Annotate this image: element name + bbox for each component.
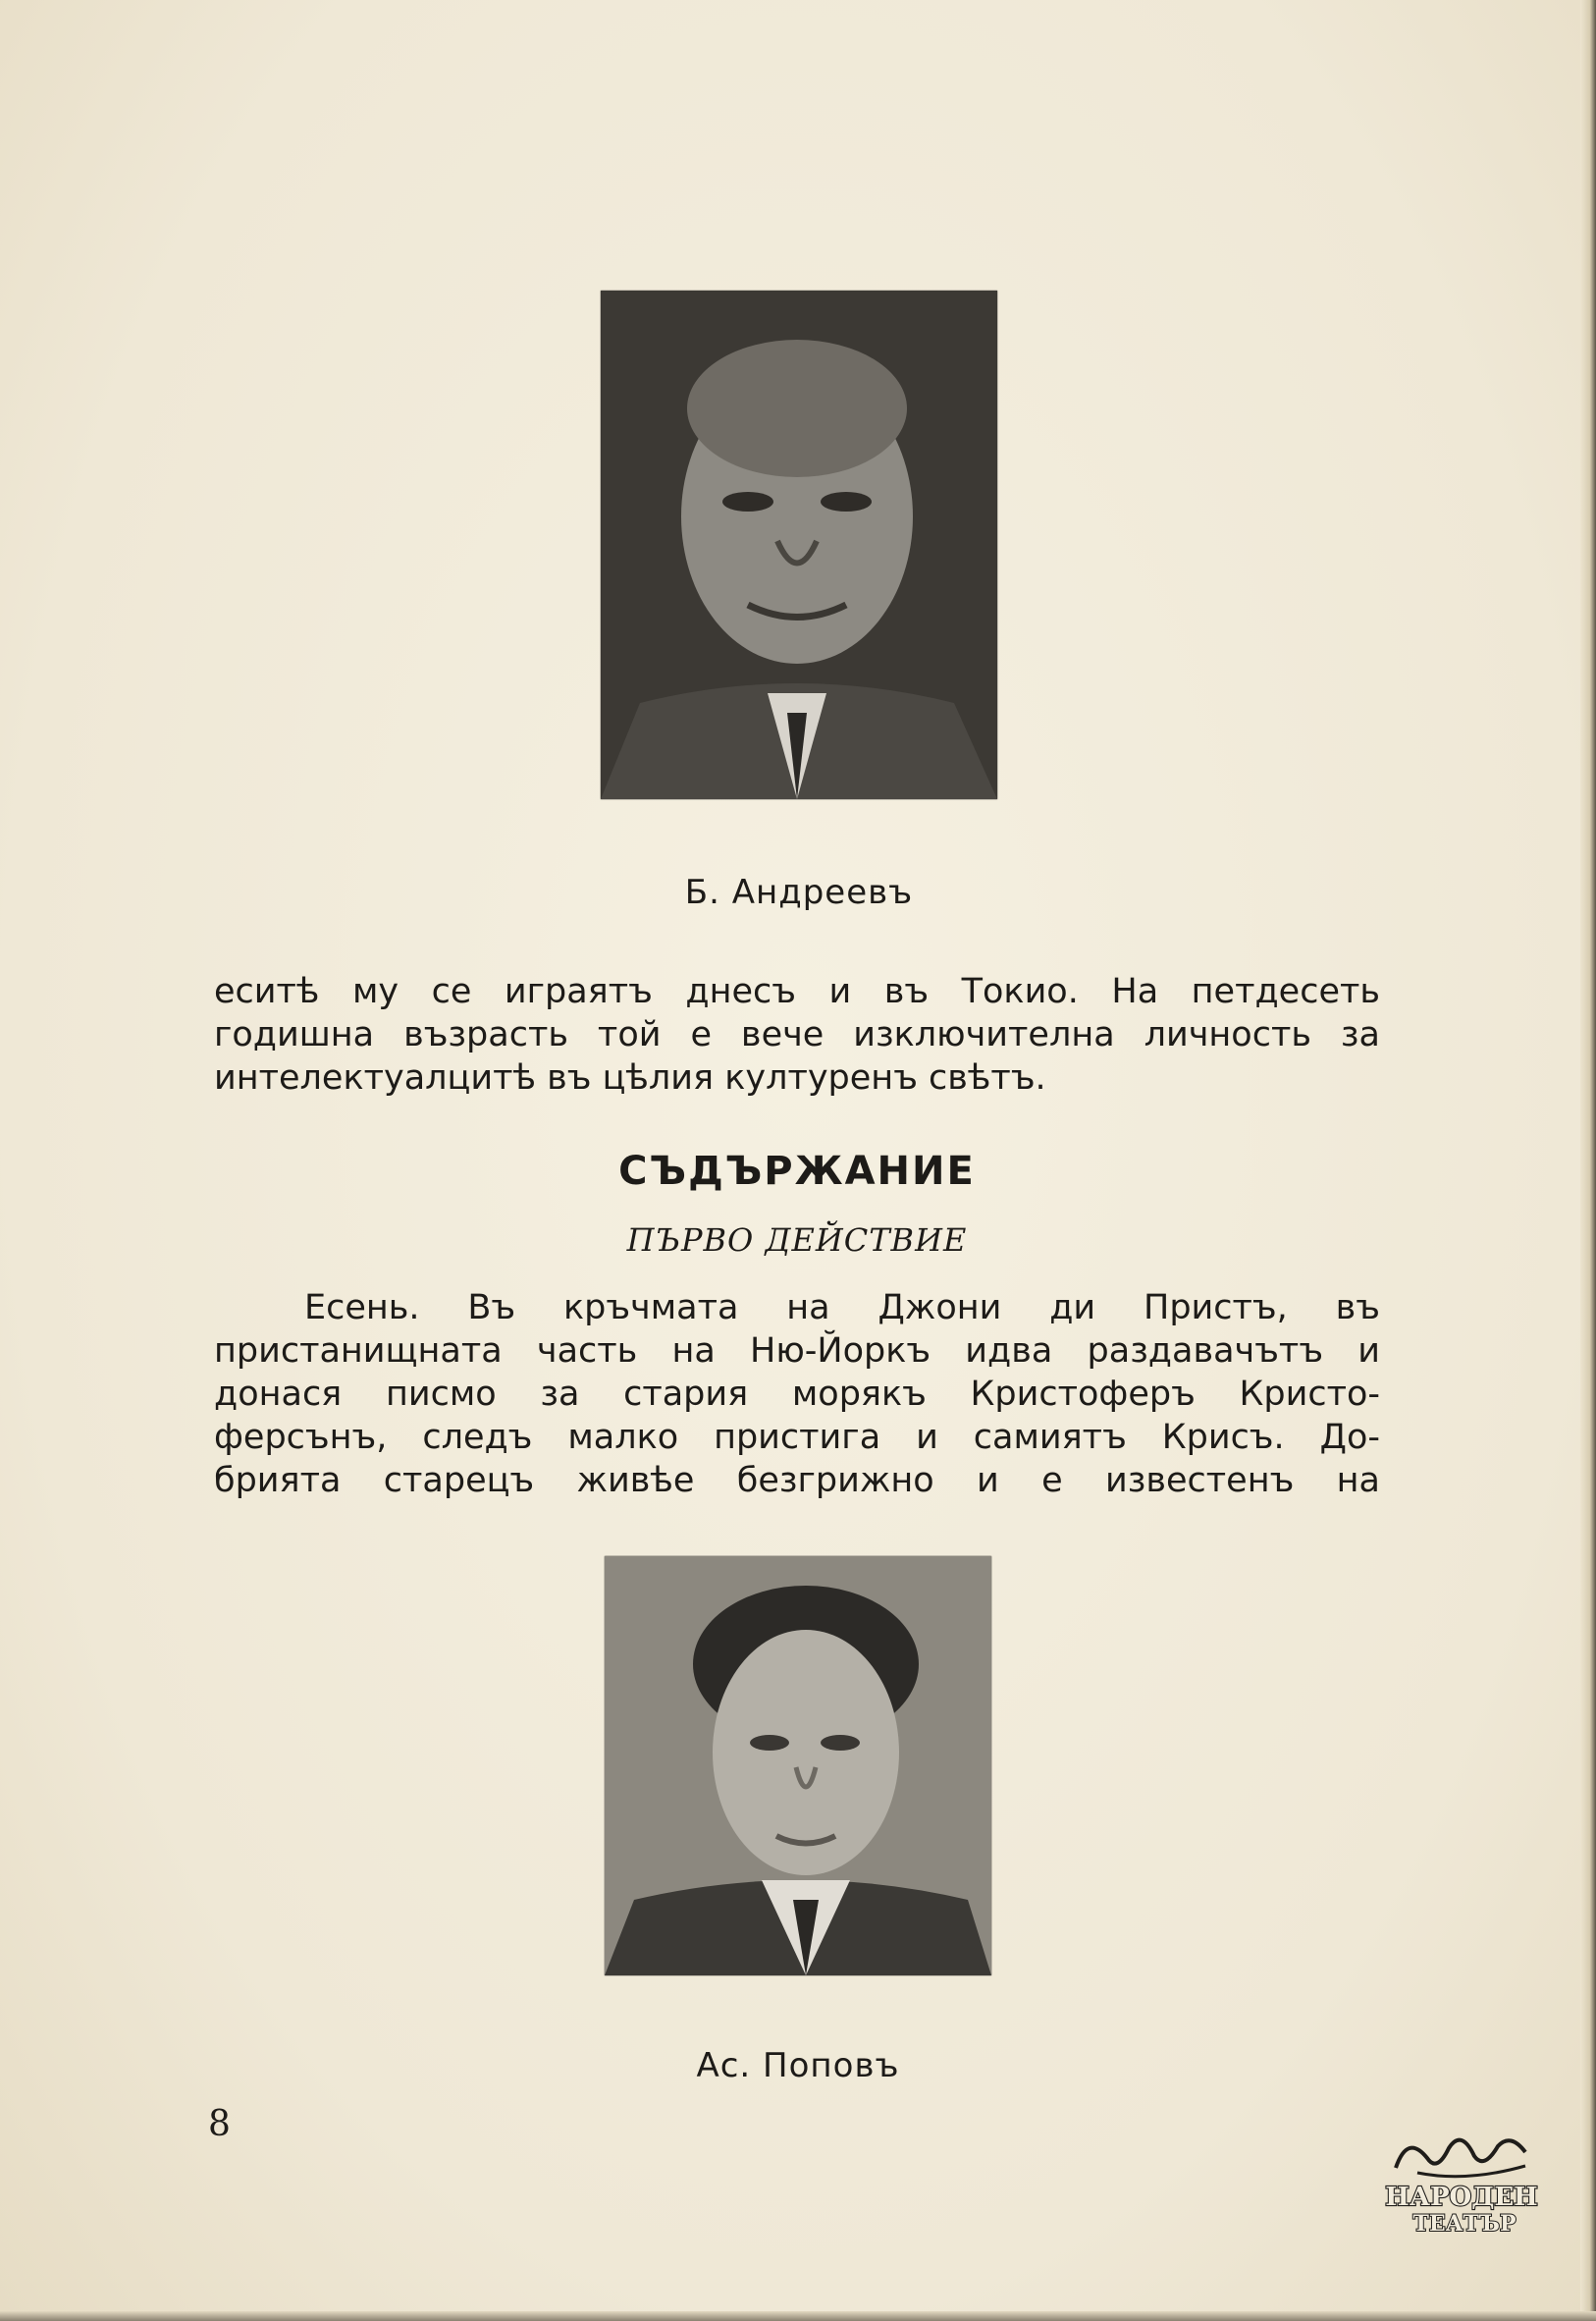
section-heading: СЪДЪРЖАНИЕ (618, 1149, 976, 1194)
page-bottom-edge (0, 2311, 1596, 2321)
paragraph-top (214, 970, 1380, 1100)
portrait-photo-popov (605, 1556, 991, 1975)
paragraph-line: интелектуалцитѣ въ цѣлия културенъ свѣтъ. (214, 1058, 1046, 1098)
paragraph-line: брията старецъ живѣе безгрижно и е известенъ на (214, 1461, 1380, 1500)
section-subheading: ПЪРВО ДЕЙСТВИЕ (626, 1221, 968, 1259)
paragraph-act-one (214, 1286, 1380, 1502)
paragraph-line: ферсънъ, следъ малко пристига и самиятъ Крисъ. До- (214, 1418, 1380, 1457)
paragraph-line: Есень. Въ кръчмата на Джони ди Пристъ, въ (304, 1288, 1380, 1327)
paragraph-line: донася писмо за стария морякъ Кристоферъ Кристо- (214, 1375, 1380, 1414)
paragraph-line: годишна възрасть той е вече изключителна личность за (214, 1015, 1380, 1054)
svg-text:ТЕАТЪР: ТЕАТЪР (1412, 2211, 1516, 2237)
portrait-image-1 (601, 291, 997, 799)
portrait-image-2 (605, 1556, 991, 1975)
svg-text:НАРОДЕН: НАРОДЕН (1385, 2183, 1538, 2212)
photo-caption-andreev: Б. Андреевъ (684, 873, 914, 912)
paragraph-line: пристанищната часть на Ню-Йоркъ идва раздавачътъ и (214, 1331, 1380, 1371)
national-theatre-stamp (1378, 2129, 1545, 2239)
paragraph-line: еситѣ му се играятъ днесъ и въ Токио. На петдесеть (214, 972, 1380, 1011)
stamp-logo-icon (1378, 2129, 1545, 2239)
page-number: 8 (208, 2104, 231, 2144)
page-edge-shadow (1580, 0, 1596, 2321)
portrait-photo-andreev (601, 291, 997, 799)
photo-caption-popov: Ас. Поповъ (696, 2046, 900, 2085)
